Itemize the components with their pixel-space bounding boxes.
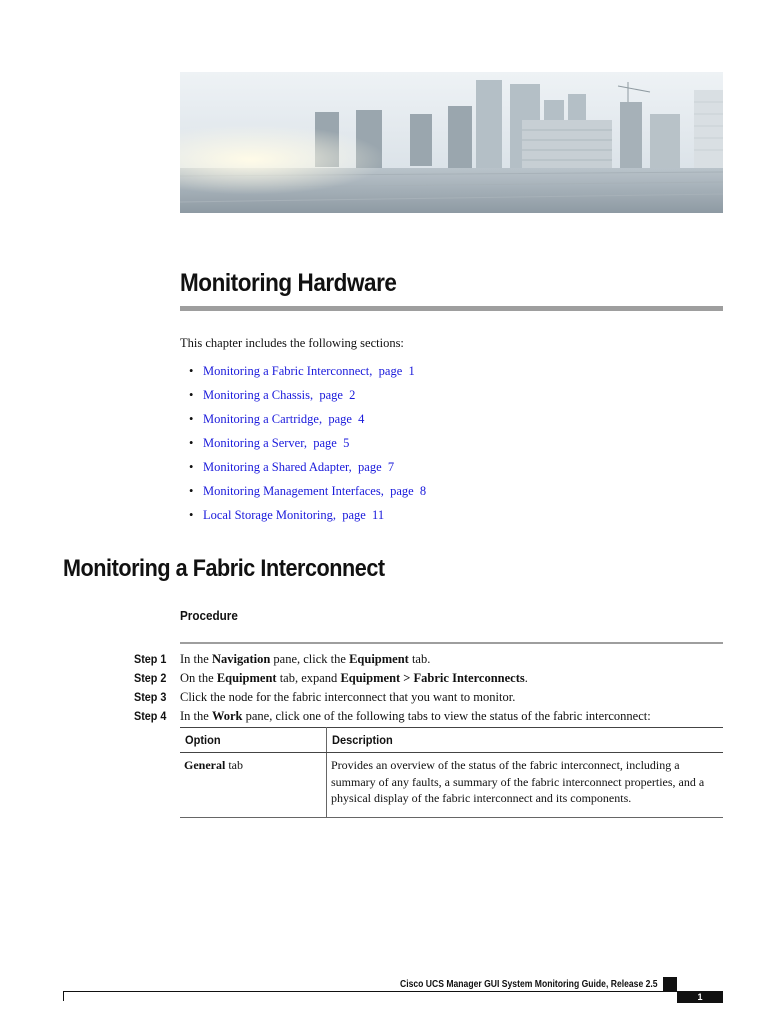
bullet-icon: • <box>189 436 194 450</box>
footer-marker-block <box>663 977 677 991</box>
step-label: Step 1 <box>134 652 167 666</box>
step-text <box>180 652 430 667</box>
table-header-row <box>180 728 723 753</box>
chapter-title-rule <box>180 306 723 311</box>
step-text <box>180 690 515 705</box>
description-cell: Provides an overview of the status of the fabric interconnect, including a summary of any faults, a summary of the fabric interconnect properties, and a physical display of the fabric interconnect and its components. <box>327 753 724 818</box>
step-text <box>180 709 651 724</box>
ui-term-equipment: Equipment <box>216 671 277 685</box>
step-label: Step 2 <box>134 671 167 685</box>
step-label: Step 4 <box>134 709 167 723</box>
list-item <box>180 483 426 507</box>
ui-term-work: Work <box>211 709 243 723</box>
footer-rule-tick <box>63 991 64 1001</box>
list-item <box>180 411 426 435</box>
ui-term-fabric-interconnects-path: Equipment > Fabric Interconnects <box>340 671 525 685</box>
step-text-part: tab. <box>408 652 431 666</box>
list-item <box>180 387 426 411</box>
toc-link-server[interactable]: Monitoring a Server, page 5 <box>203 436 350 450</box>
step-label: Step 3 <box>134 690 167 704</box>
procedure-step-4 <box>0 709 768 728</box>
page-number: 1 <box>677 991 723 1003</box>
bullet-icon: • <box>189 508 194 522</box>
bullet-icon: • <box>189 484 194 498</box>
option-name: General <box>184 758 226 772</box>
chapter-title: Monitoring Hardware <box>180 269 397 297</box>
bullet-icon: • <box>189 364 194 378</box>
step-text-part: In the <box>180 709 212 723</box>
bullet-icon: • <box>189 388 194 402</box>
option-cell <box>180 753 327 818</box>
options-table <box>180 727 723 818</box>
option-suffix: tab <box>225 758 243 772</box>
column-header-description <box>327 728 724 753</box>
step-text-part: . <box>524 671 528 685</box>
table-row <box>180 753 723 818</box>
step-text <box>180 671 528 686</box>
step-text-part: pane, click the <box>270 652 350 666</box>
toc-link-shared-adapter[interactable]: Monitoring a Shared Adapter, page 7 <box>203 460 395 474</box>
skyline-illustration <box>180 72 723 213</box>
chapter-banner-image <box>180 72 723 213</box>
procedure-step-3 <box>0 690 768 709</box>
bullet-icon: • <box>189 412 194 426</box>
ui-term-equipment: Equipment <box>349 652 409 666</box>
bullet-icon: • <box>189 460 194 474</box>
step-text-part: pane, click one of the following tabs to view the status of the fabric interconnect: <box>242 709 651 723</box>
column-header-label: Description <box>332 733 393 747</box>
toc-link-fabric-interconnect[interactable]: Monitoring a Fabric Interconnect, page 1 <box>203 364 415 378</box>
column-header-option <box>180 728 327 753</box>
list-item <box>180 435 426 459</box>
procedure-rule <box>180 642 723 644</box>
footer-guide-title: Cisco UCS Manager GUI System Monitoring Guide, Release 2.5 <box>400 979 658 990</box>
step-text-part: In the <box>180 652 212 666</box>
procedure-heading: Procedure <box>180 608 238 623</box>
list-item <box>180 507 426 531</box>
section-title: Monitoring a Fabric Interconnect <box>63 555 385 582</box>
step-text-part: On the <box>180 671 217 685</box>
list-item <box>180 459 426 483</box>
toc-link-cartridge[interactable]: Monitoring a Cartridge, page 4 <box>203 412 365 426</box>
toc-link-management-interfaces[interactable]: Monitoring Management Interfaces, page 8 <box>203 484 427 498</box>
chapter-intro: This chapter includes the following sections: <box>180 336 404 350</box>
chapter-section-list <box>180 363 426 531</box>
toc-link-local-storage[interactable]: Local Storage Monitoring, page 11 <box>203 508 385 522</box>
column-header-label: Option <box>185 733 221 747</box>
step-text-part: tab, expand <box>276 671 341 685</box>
list-item <box>180 363 426 387</box>
step-text-part: Click the node for the fabric interconnect that you want to monitor. <box>180 690 516 704</box>
procedure-step-2 <box>0 671 768 690</box>
ui-term-navigation: Navigation <box>211 652 271 666</box>
procedure-step-1 <box>0 652 768 671</box>
toc-link-chassis[interactable]: Monitoring a Chassis, page 2 <box>203 388 356 402</box>
footer-rule <box>63 991 677 992</box>
